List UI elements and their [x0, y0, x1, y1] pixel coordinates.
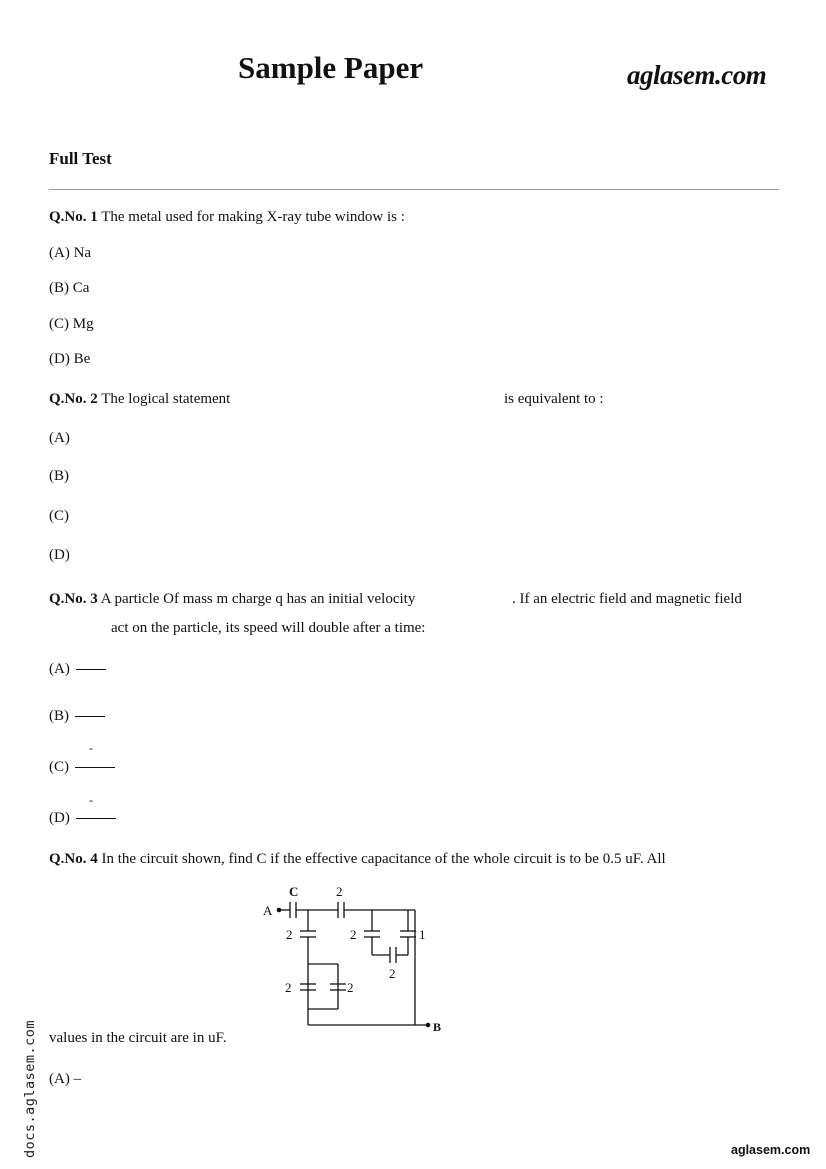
- cap-value-top: 2: [336, 884, 343, 899]
- question-3-text-after: . If an electric field and magnetic field: [512, 591, 742, 607]
- question-3-text-line2: act on the particle, its speed will double after a time:: [111, 620, 426, 636]
- circuit-diagram: [255, 880, 455, 1038]
- question-3: [49, 591, 415, 608]
- question-3-option-c: [49, 759, 115, 776]
- fraction-bar: [75, 716, 105, 717]
- fraction-bar: [75, 767, 115, 768]
- question-1-number: Q.No. 1: [49, 209, 98, 225]
- question-4-text-line2: values in the circuit are in uF.: [49, 1030, 227, 1046]
- question-2: [49, 391, 230, 408]
- terminal-b: [426, 1023, 431, 1028]
- question-4-option-a: (A) –: [49, 1071, 82, 1087]
- brand-logo: aglasem.com: [627, 60, 767, 90]
- question-1-option-d: (D) Be: [49, 351, 91, 367]
- question-1-option-a: (A) Na: [49, 245, 92, 261]
- cap-value-left: 2: [286, 927, 293, 942]
- question-1-text: The metal used for making X-ray tube window is :: [101, 209, 405, 225]
- test-subtitle: Full Test: [49, 149, 112, 168]
- cap-value-series: 2: [389, 966, 396, 981]
- minus-sign: -: [89, 793, 93, 807]
- footer-brand: aglasem.com: [731, 1143, 811, 1157]
- question-4-text: In the circuit shown, find C if the effective capacitance of the whole circuit is to be 0.5 uF. All: [101, 851, 666, 867]
- fraction-bar: [76, 669, 106, 670]
- terminal-a: [277, 908, 282, 913]
- terminal-a-label: A: [263, 903, 273, 918]
- header-divider: [49, 189, 779, 190]
- question-4-number: Q.No. 4: [49, 851, 98, 867]
- question-3-number: Q.No. 3: [49, 591, 98, 607]
- cap-value-right: 1: [419, 927, 426, 942]
- cap-c-label: C: [289, 884, 299, 899]
- question-3-option-b: [49, 708, 105, 725]
- side-watermark: docs.aglasem.com: [22, 1019, 38, 1158]
- question-2-text-after: is equivalent to :: [504, 391, 604, 407]
- question-3-option-c-label: (C): [49, 759, 69, 775]
- terminal-b-label: B: [433, 1020, 442, 1034]
- question-2-option-c: (C): [49, 508, 69, 524]
- fraction-bar: [76, 818, 116, 819]
- question-3-option-a-label: (A): [49, 661, 70, 677]
- question-2-option-d: (D): [49, 547, 70, 563]
- minus-sign: -: [89, 741, 93, 755]
- page-title: Sample Paper: [238, 50, 424, 85]
- cap-value-pair-right: 2: [347, 980, 354, 995]
- question-4: [49, 851, 666, 868]
- question-2-number: Q.No. 2: [49, 391, 98, 407]
- question-3-text: A particle Of mass m charge q has an initial velocity: [100, 591, 416, 607]
- question-3-option-a: [49, 661, 106, 678]
- question-1-option-b: (B) Ca: [49, 280, 90, 296]
- cap-value-pair-left: 2: [285, 980, 292, 995]
- question-3-option-b-label: (B): [49, 708, 69, 724]
- question-1: [49, 209, 405, 226]
- question-1-option-c: (C) Mg: [49, 316, 94, 332]
- question-2-option-a: (A): [49, 430, 70, 446]
- question-2-option-b: (B): [49, 468, 69, 484]
- cap-value-inner: 2: [350, 927, 357, 942]
- question-3-option-d-label: (D): [49, 810, 70, 826]
- question-2-text: The logical statement: [101, 391, 231, 407]
- question-3-option-d: [49, 810, 116, 827]
